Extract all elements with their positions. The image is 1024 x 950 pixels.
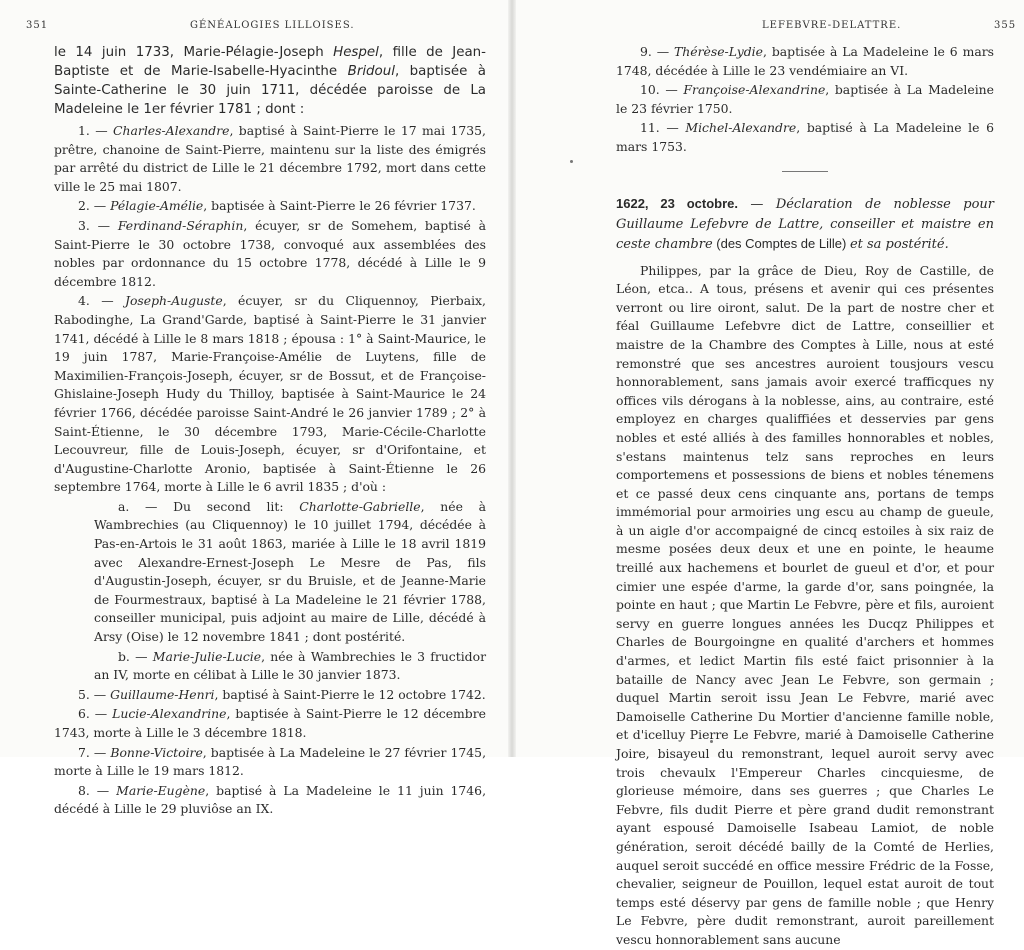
genealogy-sub-entry: b. — Marie-Julie-Lucie, née à Wambrechies le 3 fructidor an IV, morte en célibat à Lille le 30 janvier 1873.	[94, 648, 486, 683]
right-page	[514, 0, 1024, 947]
declaration-heading: 1622, 23 octobre. — Déclaration de noblesse pour Guillaume Lefebvre de Lattre, conseiller et maistre en ceste chambre (des Comptes de Lille) et sa postérité.	[616, 195, 995, 252]
genealogy-entry: 9. — Thérèse-Lydie, baptisée à La Madeleine le 6 mars 1748, décédée à Lille le 23 vendémiaire an VI.	[616, 44, 994, 78]
left-page-number: 351	[26, 20, 49, 31]
genealogy-sub-entry: a. — Du second lit: Charlotte-Gabrielle, née à Wambrechies (au Cliquennoy) le 10 juillet 1794, décédée à Pas-en-Artois le 31 août 1863, mariée à Lille le 18 avril 1819 avec Alexandre-Ernest-Joseph Le Mesre de Pas, fils d'Augustin-Joseph, écuyer, sr du Bruisle, et de Jeanne-Marie de Fourmestraux, baptisé à La Madeleine le 21 février 1788, conseiller municipal, puis adjoint au maire de Lille, décédé à Arsy (Oise) le 12 novembre 1841 ; dont postérité.	[94, 498, 486, 645]
genealogy-entry: 4. — Joseph-Auguste, écuyer, sr du Cliquennoy, Pierbaix, Rabodinghe, La Grand'Garde, baptisé à Saint-Pierre le 31 janvier 1741, décédé à Lille le 8 mars 1818 ; épousa : 1° à Saint-Maurice, le 19 juin 1787, Marie-Françoise-Amélie de Luytens, fille de Maximilien-François-Joseph, écuyer, sr de Bossut, et de Françoise-Ghislaine-Joseph Hudy du Thilloy, baptisée à Saint-Maurice le 24 février 1766, décédée paroisse Saint-André le 26 janvier 1789 ; 2° à Saint-Étienne, le 30 décembre 1793, Marie-Cécile-Charlotte Lecouvreur, fille de Louis-Joseph, écuyer, sr d'Orifontaine, et d'Augustine-Charlotte Aronio, baptisée à Saint-Étienne le 26 septembre 1764, morte à Lille le 6 avril 1835 ; d'où :	[54, 293, 486, 495]
lead-paragraph: le 14 juin 1733, Marie-Pélagie-Joseph Hespel, fille de Jean-Baptiste et de Marie-Isabelle-Hyacinthe Bridoul, baptisée à Sainte-Catherine le 30 juin 1711, décédée paroisse de La Madeleine le 1er février 1781 ; dont :	[54, 45, 486, 117]
left-running-title: GÉNÉALOGIES LILLOISES.	[190, 20, 355, 31]
genealogy-entry: 1. — Charles-Alexandre, baptisé à Saint-Pierre le 17 mai 1735, prêtre, chanoine de Saint-Pierre, maintenu sur la liste des émigrés par arrêté du district de Lille le 21 décembre 1792, mort dans cette ville le 25 mai 1807.	[54, 123, 486, 194]
genealogy-entry: 3. — Ferdinand-Séraphin, écuyer, sr de Somehem, baptisé à Saint-Pierre le 30 octobre 1738, convoqué aux assemblées des nobles par ordonnance du 15 octobre 1778, décédé à Lille le 9 décembre 1812.	[54, 217, 486, 289]
genealogy-entry: 6. — Lucie-Alexandrine, baptisée à Saint-Pierre le 12 décembre 1743, morte à Lille le 3 décembre 1818.	[54, 706, 486, 740]
genealogy-entry: 10. — Françoise-Alexandrine, baptisée à La Madeleine le 23 février 1750.	[616, 82, 994, 116]
genealogy-entry: 2. — Pélagie-Amélie, baptisée à Saint-Pierre le 26 février 1737.	[78, 198, 476, 214]
genealogy-entry: 7. — Bonne-Victoire, baptisée à La Madeleine le 27 février 1745, morte à Lille le 19 mars 1812.	[54, 744, 487, 779]
declaration-text: Philippes, par la grâce de Dieu, Roy de Castille, de Léon, etca.. A tous, présens et avenir qui ces présentes verront ou lire oiront, salut. De la part de nostre cher et féal Guillaume Lefebvre dict de Lattre, conseillier et maistre de la Chambre des Comptes à Lille, nous at esté remonstré que ses ancestres auroient tousjours vescu honnorablement, sans jamais avoir exercé trafficques ny offices vils dérogans à la noblesse, ains, au contraire, esté employez en charges qualiffiées et desservies par gens nobles et esté alliés à des familles honnorables et nobles, s'estans maintenus telz sans reproches en leurs comportemens et possessions de biens et nobles ténemens et ce passé deux cens cinquante ans, portans de temps immémorial pour armoiries ung escu au champ de gueule, à un aigle d'or accompaigné de cincq estoiles à six raiz de mesme posées deux deux et une en pointe, le heaume treillé aux hachemens et bourlet de gueul et d'or, et pour cimier une espée d'arme, la garde d'or, sans poingnée, la pointe en haut ; que Martin Le Febvre, père et fils, auroient servy en guerre longues années les Ducqz Philippes et Charles de Bourgoingne en qualité d'archers et hommes d'armes, et ledict Martin fils esté faict prisonnier à la bataille de Nancy avec Jean Le Febvre, son germain ; duquel Martin seroit issu Jean Le Febvre, marié avec Damoiselle Catherine Du Mortier d'ancienne famille noble, et d'icelluy Pierre Le Febvre, marié à Damoiselle Catherine Joire, bisayeul du remonstrant, lequel auroit servy avec trois chevaulx l'Empereur Charles cincquiesme, de glorieuse mémoire, dans ses guerres ; que Charles Le Febvre, fils dudit Pierre et père grand dudit remonstrant ayant espousé Damoiselle Isabeau Lamiot, de noble génération, seroit décédé bailly de la Comté de Herlies, auquel seroit succédé en office messire Frédric de la Fosse, chevalier, seigneur de Pouillon, lequel estat auroit de tout temps esté déservy par gens de famille noble ; que Henry Le Febvre, père dudit remonstrant, auroit pareillement vescu honnorablement sans aucune	[616, 262, 994, 947]
genealogy-entry: 11. — Michel-Alexandre, baptisé à La Madeleine le 6 mars 1753.	[616, 120, 994, 154]
section-divider	[782, 171, 828, 172]
left-page	[0, 0, 510, 817]
right-page-number: 355	[994, 20, 1017, 31]
left-page-body	[54, 43, 486, 820]
right-running-title: LEFEBVRE-DELATTRE.	[762, 20, 902, 31]
right-page-body	[616, 43, 994, 950]
genealogy-entry: 5. — Guillaume-Henri, baptisé à Saint-Pierre le 12 octobre 1742.	[78, 686, 486, 702]
genealogy-entry: 8. — Marie-Eugène, baptisé à La Madeleine le 11 juin 1746, décédé à Lille le 29 pluviôse an IX.	[54, 782, 487, 817]
